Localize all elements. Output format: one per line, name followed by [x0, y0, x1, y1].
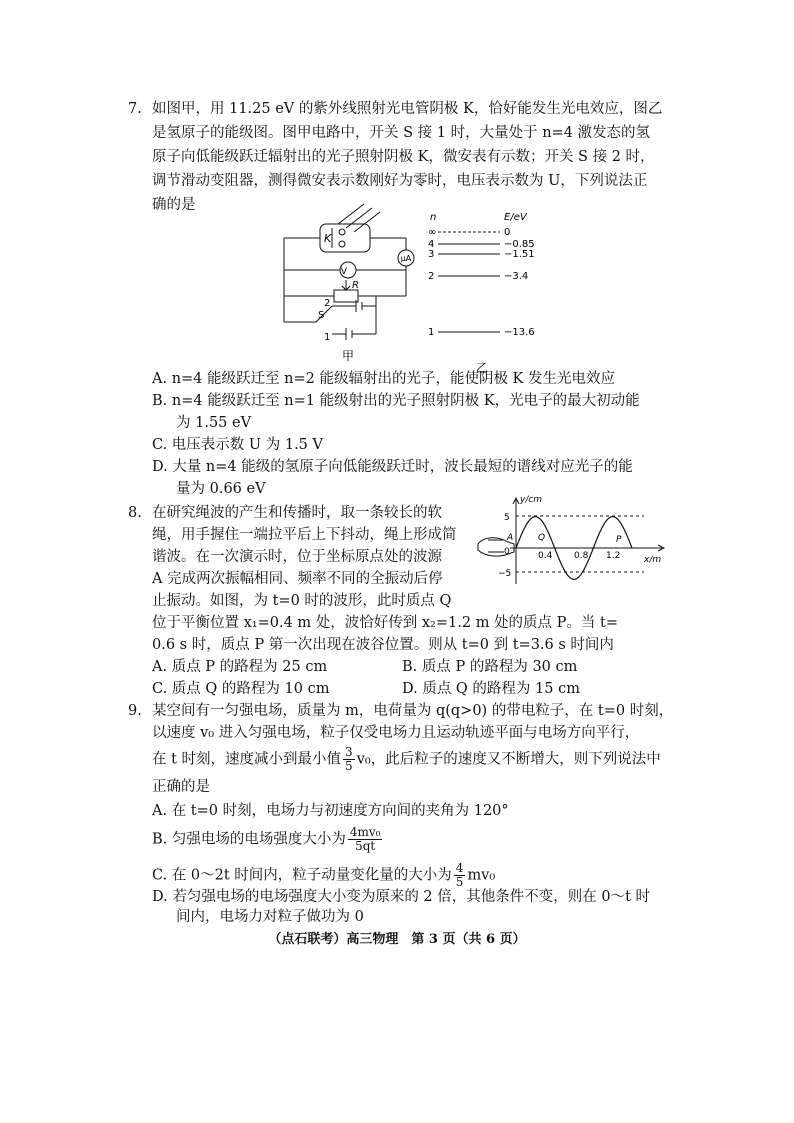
question-7-line-1: 如图甲，用 11.25 eV 的紫外线照射光电管阴极 K，恰好能发生光电效应，图乙 [152, 101, 663, 117]
question-9-line-3 [152, 746, 661, 773]
fraction-numerator: 3 [345, 745, 353, 759]
question-9-option-b [152, 826, 384, 853]
rheostat-label: R [352, 280, 359, 291]
question-9-number: 9. [128, 703, 142, 719]
page-footer: （点石联考）高三物理 第 3 页（共 6 页） [268, 932, 526, 947]
question-8-number: 8. [128, 505, 142, 521]
question-7-option-d-cont: 量为 0.66 eV [176, 481, 266, 497]
question-9-option-b-text: B. 匀强电场的电场强度大小为 [152, 831, 346, 848]
voltmeter-label: V [340, 267, 348, 277]
question-9-option-c-text: C. 在 0～2t 时间内，粒子动量变化量的大小为 [152, 867, 452, 884]
question-9-option-c-tail: mv₀ [467, 867, 496, 884]
question-8-option-d: D. 质点 Q 的路程为 15 cm [402, 681, 580, 697]
question-8-line-7: 0.6 s 时，质点 P 第一次出现在波谷位置。则从 t=0 到 t=3.6 s 时间内 [152, 637, 614, 653]
energy-level-value: −1.51 [504, 249, 535, 260]
fraction-denominator: 5 [345, 759, 353, 773]
question-8-line-1: 在研究绳波的产生和传播时，取一条较长的软 [152, 505, 442, 521]
x-axis-label: x/m [644, 555, 662, 565]
point-p-label: P [616, 535, 622, 545]
fraction-four-fifths [454, 862, 466, 889]
question-9-option-a: A. 在 t=0 时刻，电场力与初速度方向间的夹角为 120° [152, 803, 509, 819]
energy-level-n: 2 [428, 271, 435, 282]
switch-position-1: 1 [324, 332, 331, 343]
question-9-line-1: 某空间有一匀强电场，质量为 m，电荷量为 q(q>0) 的带电粒子，在 t=0 时刻， [152, 703, 674, 719]
figure-jia-caption: 甲 [341, 349, 355, 363]
circuit-diagram [276, 198, 424, 364]
question-8-option-c: C. 质点 Q 的路程为 10 cm [152, 681, 330, 697]
question-7-option-d: D. 大量 n=4 能级的氢原子向低能级跃迁时，波长最短的谱线对应光子的能 [152, 459, 633, 475]
energy-level-n: 1 [428, 327, 435, 338]
energy-level-value: −0.85 [504, 239, 535, 250]
question-9-option-c [152, 862, 495, 889]
question-7-line-3: 原子向低能级跃迁辐射出的光子照射阴极 K，微安表有示数；开关 S 接 2 时， [152, 149, 655, 165]
question-9-line-3-text-b: v₀，此后粒子的速度又不断增大，则下列说法中 [356, 751, 661, 768]
question-7-line-5: 确的是 [152, 197, 196, 213]
question-7-line-4: 调节滑动变阻器，测得微安表示数刚好为零时，电压表示数为 U，下列说法正 [152, 173, 648, 189]
tick-x-0.4: 0.4 [538, 551, 553, 561]
wave-graph [474, 492, 674, 592]
y-axis-label: y/cm [520, 495, 543, 505]
question-9-option-d-cont: 间内，电场力对粒子做功为 0 [176, 909, 364, 925]
question-8-line-6: 位于平衡位置 x₁=0.4 m 处，波恰好传到 x₂=1.2 m 处的质点 P。当 t= [152, 615, 619, 631]
fraction-numerator: 4 [455, 861, 464, 875]
fraction-field-strength [348, 826, 383, 853]
tick-x-1.2: 1.2 [606, 551, 621, 561]
energy-level-n: 4 [428, 239, 435, 250]
fraction-denominator: 5qt [355, 839, 376, 853]
microammeter-label: μA [400, 254, 412, 263]
tick-x-0.8: 0.8 [574, 551, 589, 561]
energy-level-value: −13.6 [504, 327, 535, 338]
question-7-number: 7. [128, 101, 142, 117]
fraction-numerator: 4mv₀ [349, 825, 381, 839]
question-7-line-2: 是氢原子的能级图。图甲电路中，开关 S 接 1 时，大量处于 n=4 激发态的氢 [152, 125, 651, 141]
tick-y-5: 5 [504, 513, 510, 523]
switch-label: S [318, 310, 325, 321]
question-7-option-b: B. n=4 能级跃迁至 n=1 能级射出的光子照射阴极 K，光电子的最大初动能 [152, 393, 640, 409]
energy-level-value: 0 [504, 227, 511, 238]
question-9-line-2: 以速度 v₀ 进入匀强电场，粒子仅受电场力且运动轨迹平面与电场方向平行， [152, 725, 640, 741]
question-8-option-a: A. 质点 P 的路程为 25 cm [152, 659, 328, 675]
question-7-option-c: C. 电压表示数 U 为 1.5 V [152, 437, 323, 453]
point-q-label: Q [538, 533, 546, 543]
n-header: n [430, 212, 437, 223]
question-8-line-3: 谐波。在一次演示时，位于坐标原点处的波源 [152, 549, 442, 565]
question-9-line-4: 正确的是 [152, 779, 210, 795]
question-9-option-d: D. 若匀强电场的电场强度大小变为原来的 2 倍，其他条件不变，则在 0～t 时 [152, 889, 651, 905]
cathode-label: K [324, 232, 332, 245]
question-7-option-b-cont: 为 1.55 eV [176, 415, 252, 431]
figure-yi-caption: 乙 [475, 361, 489, 375]
question-8-line-2: 绳，用手握住一端拉平后上下抖动，绳上形成简 [152, 527, 457, 543]
energy-level-diagram [424, 208, 554, 378]
fraction-denominator: 5 [455, 875, 464, 889]
fraction-three-fifths [343, 746, 355, 773]
energy-level-n: 3 [428, 249, 435, 260]
question-8-line-5: 止振动。如图，为 t=0 时的波形，此时质点 Q [152, 593, 452, 609]
energy-level-value: −3.4 [504, 271, 529, 282]
point-a-label: A [507, 533, 514, 543]
energy-level-n: ∞ [428, 227, 437, 238]
question-8-option-b: B. 质点 P 的路程为 30 cm [402, 659, 578, 675]
tick-x-0: 0 [504, 547, 510, 557]
energy-header: E/eV [504, 212, 527, 223]
question-9-line-3-text-a: 在 t 时刻，速度减小到最小值 [152, 751, 342, 768]
question-8-line-4: A 完成两次振幅相同、频率不同的全振动后停 [152, 571, 443, 587]
question-7-option-a: A. n=4 能级跃迁至 n=2 能级辐射出的光子，能使阴极 K 发生光电效应 [152, 371, 615, 387]
tick-y-minus-5: −5 [498, 569, 512, 579]
switch-position-2: 2 [324, 298, 331, 309]
